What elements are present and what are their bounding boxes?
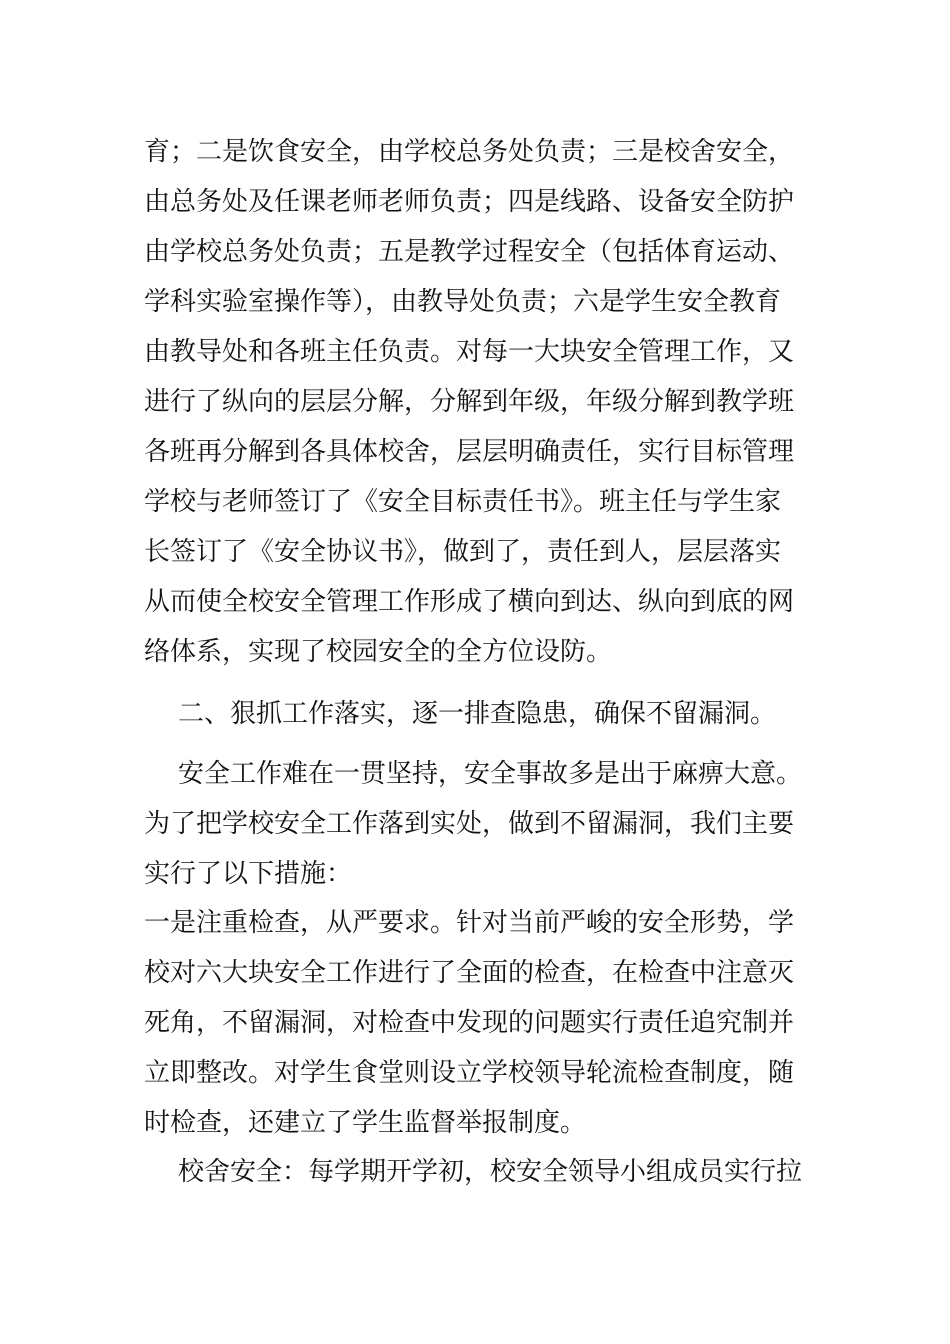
text-line: 进行了纵向的层层分解，分解到年级，年级分解到教学班 (144, 387, 795, 417)
paragraph-school-building-safety (144, 1147, 814, 1197)
text-line: 由学校总务处负责；五是教学过程安全（包括体育运动、 (144, 237, 795, 267)
text-line: 育；二是饮食安全，由学校总务处负责；三是校舍安全， (144, 137, 795, 167)
text-line: 由教导处和各班主任负责。对每一大块安全管理工作，又 (144, 337, 795, 367)
text-line: 安全工作难在一贯坚持，安全事故多是出于麻痹大意。 (178, 759, 803, 789)
text-line: 长签订了《安全协议书》，做到了，责任到人，层层落实 (144, 537, 782, 567)
text-line: 学科实验室操作等），由教导处负责；六是学生安全教育 (144, 287, 782, 317)
section-heading-text: 二、狠抓工作落实，逐一排查隐患，确保不留漏洞。 (178, 699, 777, 729)
section-heading-2 (144, 689, 814, 739)
paragraph-safety-consistency (144, 749, 814, 899)
text-line: 为了把学校安全工作落到实处，做到不留漏洞，我们主要 (144, 809, 795, 839)
text-line: 络体系，实现了校园安全的全方位设防。 (144, 637, 613, 667)
text-line: 死角，不留漏洞，对检查中发现的问题实行责任追究制并 (144, 1008, 795, 1038)
text-line: 学校与老师签订了《安全目标责任书》。班主任与学生家 (144, 487, 782, 517)
text-line: 立即整改。对学生食堂则设立学校领导轮流检查制度，随 (144, 1058, 795, 1088)
text-line: 时检查，还建立了学生监督举报制度。 (144, 1108, 587, 1138)
text-line: 各班再分解到各具体校舍，层层明确责任，实行目标管理 (144, 437, 795, 467)
text-line: 校舍安全：每学期开学初，校安全领导小组成员实行拉 (178, 1157, 803, 1187)
paragraph-responsibility-division (144, 127, 814, 677)
text-line: 一是注重检查，从严要求。针对当前严峻的安全形势，学 (144, 908, 795, 938)
text-line: 由总务处及任课老师老师负责；四是线路、设备安全防护 (144, 187, 795, 217)
text-line: 校对六大块安全工作进行了全面的检查，在检查中注意灭 (144, 958, 795, 988)
text-line: 从而使全校安全管理工作形成了横向到达、纵向到底的网 (144, 587, 795, 617)
text-line: 实行了以下措施： (144, 859, 353, 889)
paragraph-inspection (144, 898, 814, 1148)
